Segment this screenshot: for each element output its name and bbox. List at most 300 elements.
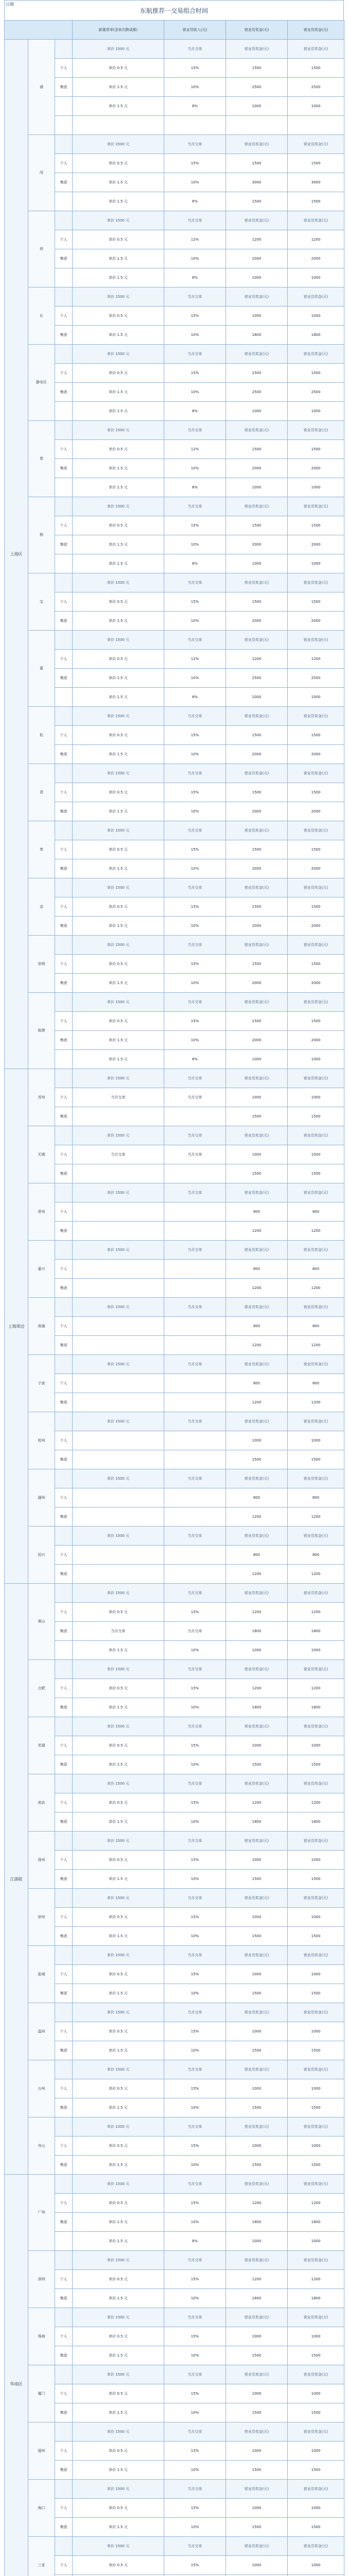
cell-type xyxy=(55,2232,73,2251)
col-label-c1: 当月交单 xyxy=(164,287,226,307)
table-row xyxy=(5,326,344,345)
cell-c2: 1000 xyxy=(226,2499,288,2518)
cell-c1 xyxy=(164,1488,226,1507)
col-label-c2: 营业员奖金(元) xyxy=(226,2422,288,2442)
region-name: 江浙皖 xyxy=(5,1584,28,2175)
cell-c2: 1500 xyxy=(226,2518,288,2537)
cell-c1: 15% xyxy=(164,2327,226,2346)
cell-c2: 1000 xyxy=(226,1641,288,1660)
cell-tier: 单价 1.5 元 xyxy=(73,554,164,573)
cell-type: 个人 xyxy=(55,2499,73,2518)
table-row xyxy=(5,154,344,173)
cell-c1: 10% xyxy=(164,612,226,631)
city-name: 杭州 xyxy=(28,1412,55,1469)
city-name: 宝 xyxy=(28,573,55,631)
col-label-c3: 营业员奖金(元) xyxy=(288,287,344,307)
city-header-blank xyxy=(55,211,73,230)
cell-c2: 1200 xyxy=(226,230,288,249)
col-label-c2: 营业员奖金(元) xyxy=(226,2060,288,2079)
cell-tier: 单价 0.5 元 xyxy=(73,897,164,917)
cell-type: 集团 xyxy=(55,1984,73,2003)
city-header-blank xyxy=(55,1774,73,1793)
cell-c2: 1500 xyxy=(226,1984,288,2003)
cell-c1: 10% xyxy=(164,1641,226,1660)
cell-c2: 1200 xyxy=(226,2194,288,2213)
city-header-row xyxy=(5,1241,344,1260)
cell-tier: 单价 1.5 元 xyxy=(73,669,164,688)
cell-tier: 单价 1.5 元 xyxy=(73,745,164,764)
cell-type xyxy=(55,1641,73,1660)
table-row xyxy=(5,402,344,421)
col-label-c2: 营业员奖金(元) xyxy=(226,936,288,955)
cell-c2: 2500 xyxy=(226,669,288,688)
city-header-row xyxy=(5,2060,344,2079)
cell-c1 xyxy=(164,1260,226,1279)
city-header-row xyxy=(5,1889,344,1908)
cell-c2: 1000 xyxy=(226,2232,288,2251)
header-c3: 营业员奖金(元) xyxy=(288,21,344,40)
cell-type: 集团 xyxy=(55,326,73,345)
col-label-c2: 营业员奖金(元) xyxy=(226,1889,288,1908)
col-label-c3: 营业员奖金(元) xyxy=(288,2422,344,2442)
cell-tier: 单价 1.5 元 xyxy=(73,459,164,478)
col-label-tier: 单价 1500 元 xyxy=(73,993,164,1012)
cell-type: 个人 xyxy=(55,897,73,917)
col-label-c1: 当月交单 xyxy=(164,1469,226,1488)
city-name: 常州 xyxy=(28,1183,55,1241)
table-row xyxy=(5,2213,344,2232)
city-header-blank xyxy=(55,2308,73,2327)
cell-c2: 2000 xyxy=(226,249,288,268)
cell-c2: 1000 xyxy=(226,402,288,421)
cell-c2: 1500 xyxy=(226,1870,288,1889)
col-label-c1: 当月交单 xyxy=(164,497,226,516)
cell-c1: 10% xyxy=(164,2098,226,2117)
table-row xyxy=(5,1736,344,1755)
cell-tier: 单价 1.5 元 xyxy=(73,2041,164,2060)
cell-c1: 10% xyxy=(164,249,226,268)
col-label-tier: 单价 1500 元 xyxy=(73,1946,164,1965)
col-label-c2: 营业员奖金(元) xyxy=(226,2365,288,2384)
cell-c3: 800 xyxy=(288,1202,344,1222)
cell-c1: 10% xyxy=(164,2289,226,2308)
city-name: 福州 xyxy=(28,2422,55,2480)
region-name: 上海区 xyxy=(5,40,28,1069)
col-label-tier: 单价 1500 元 xyxy=(73,2251,164,2270)
cell-c1: 15% xyxy=(164,955,226,974)
col-label-c2: 营业员奖金(元) xyxy=(226,497,288,516)
cell-tier: 单价 0.5 元 xyxy=(73,230,164,249)
cell-tier: 单价 0.5 元 xyxy=(73,2194,164,2213)
cell-type: 集团 xyxy=(55,1393,73,1412)
cell-tier: 单价 0.5 元 xyxy=(73,2022,164,2041)
col-label-tier: 单价 1500 元 xyxy=(73,878,164,897)
cell-c3: 800 xyxy=(288,1546,344,1565)
col-label-tier: 单价 1500 元 xyxy=(73,1469,164,1488)
cell-c1: 15% xyxy=(164,2022,226,2041)
cell-c2: 1800 xyxy=(226,1622,288,1641)
col-label-c3: 营业员奖金(元) xyxy=(288,1946,344,1965)
cell-c2: 3000 xyxy=(226,173,288,192)
col-label-c2: 营业员奖金(元) xyxy=(226,1527,288,1546)
col-label-c3: 营业员奖金(元) xyxy=(288,2003,344,2022)
table-row xyxy=(5,478,344,497)
cell-tier: 单价 0.5 元 xyxy=(73,650,164,669)
cell-c2: 1200 xyxy=(226,1793,288,1812)
cell-c2 xyxy=(226,116,288,135)
col-label-c2: 营业员奖金(元) xyxy=(226,764,288,783)
city-name: 松 xyxy=(28,707,55,764)
city-name: 临港 xyxy=(28,993,55,1069)
cell-c3: 3000 xyxy=(288,173,344,192)
cell-c1: 15% xyxy=(164,59,226,78)
cell-tier: 单价 1.5 元 xyxy=(73,2461,164,2480)
cell-tier xyxy=(73,1431,164,1450)
cell-c3: 1200 xyxy=(288,2270,344,2289)
col-label-c1: 当月交单 xyxy=(164,878,226,897)
col-label-c3: 营业员奖金(元) xyxy=(288,1126,344,1145)
table-row xyxy=(5,230,344,249)
cell-c1 xyxy=(164,1374,226,1393)
page-title: 东航推荐一交易组合时间 xyxy=(140,7,208,14)
table-row xyxy=(5,802,344,821)
cell-c1 xyxy=(164,1202,226,1222)
cell-c2: 1000 xyxy=(226,1431,288,1450)
cell-tier xyxy=(73,1107,164,1126)
cell-c1: 10% xyxy=(164,2461,226,2480)
table-row xyxy=(5,1641,344,1660)
col-label-c3: 营业员奖金(元) xyxy=(288,1584,344,1603)
col-label-c1: 当月交单 xyxy=(164,2308,226,2327)
cell-type: 集团 xyxy=(55,2289,73,2308)
col-label-tier: 单价 1500 元 xyxy=(73,2003,164,2022)
cell-tier: 单价 1.5 元 xyxy=(73,2098,164,2117)
table-row xyxy=(5,1488,344,1507)
table-row xyxy=(5,917,344,936)
cell-c2: 1000 xyxy=(226,97,288,116)
cell-c3: 1000 xyxy=(288,1050,344,1069)
cell-c3: 1000 xyxy=(288,2022,344,2041)
table-row xyxy=(5,1031,344,1050)
table-row xyxy=(5,1164,344,1183)
city-header-blank xyxy=(55,821,73,840)
cell-c1: 当月交单 xyxy=(164,1145,226,1164)
cell-type: 个人 xyxy=(55,955,73,974)
col-label-c2: 营业员奖金(元) xyxy=(226,2117,288,2137)
city-header-blank xyxy=(55,764,73,783)
cell-type: 个人 xyxy=(55,1546,73,1565)
cell-type: 个人 xyxy=(55,154,73,173)
cell-c2: 1000 xyxy=(226,2137,288,2156)
cell-c3: 1500 xyxy=(288,516,344,535)
city-header-blank xyxy=(55,1298,73,1317)
city-header-blank xyxy=(55,2117,73,2137)
cell-c3: 1200 xyxy=(288,1336,344,1355)
table-row xyxy=(5,955,344,974)
city-name: 奉 xyxy=(28,821,55,878)
cell-c1: 15% xyxy=(164,726,226,745)
cell-type: 集团 xyxy=(55,1870,73,1889)
cell-tier xyxy=(73,1202,164,1222)
cell-type: 集团 xyxy=(55,802,73,821)
cell-type: 集团 xyxy=(55,1698,73,1717)
cell-c2: 1500 xyxy=(226,59,288,78)
col-label-c2: 营业员奖金(元) xyxy=(226,1241,288,1260)
cell-c2: 2000 xyxy=(226,745,288,764)
cell-type: 集团 xyxy=(55,383,73,402)
cell-type: 集团 xyxy=(55,2041,73,2060)
header-tier: 新推荐单(含单次跨成都) xyxy=(73,21,164,40)
city-name: 嘉兴 xyxy=(28,1241,55,1298)
cell-c2: 1200 xyxy=(226,1603,288,1622)
cell-c3: 1800 xyxy=(288,1698,344,1717)
cell-c3: 800 xyxy=(288,1317,344,1336)
cell-tier: 单价 0.5 元 xyxy=(73,1736,164,1755)
cell-c3: 1200 xyxy=(288,1793,344,1812)
table-row xyxy=(5,1202,344,1222)
col-label-c2: 营业员奖金(元) xyxy=(226,211,288,230)
cell-c3: 1500 xyxy=(288,726,344,745)
cell-tier: 单价 0.5 元 xyxy=(73,2442,164,2461)
cell-c2: 2000 xyxy=(226,917,288,936)
commission-table xyxy=(4,20,344,2576)
city-header-row xyxy=(5,2537,344,2556)
table-row xyxy=(5,307,344,326)
table-row xyxy=(5,1088,344,1107)
cell-c3: 1000 xyxy=(288,478,344,497)
cell-c2: 2000 xyxy=(226,802,288,821)
col-label-c1: 当月交单 xyxy=(164,1717,226,1736)
cell-c1 xyxy=(164,1107,226,1126)
cell-tier: 单价 0.5 元 xyxy=(73,783,164,802)
cell-c1: 15% xyxy=(164,2442,226,2461)
cell-c3: 800 xyxy=(288,1488,344,1507)
cell-c1 xyxy=(164,1431,226,1450)
cell-c2: 1000 xyxy=(226,1908,288,1927)
cell-c2: 1500 xyxy=(226,2041,288,2060)
cell-type: 个人 xyxy=(55,2270,73,2289)
cell-c1: 15% xyxy=(164,1603,226,1622)
cell-type: 个人 xyxy=(55,2194,73,2213)
cell-c3: 1500 xyxy=(288,1755,344,1774)
col-label-tier: 单价 1500 元 xyxy=(73,1774,164,1793)
cell-type: 个人 xyxy=(55,2079,73,2098)
cell-c1: 15% xyxy=(164,840,226,859)
table-row xyxy=(5,2289,344,2308)
table-row xyxy=(5,364,344,383)
cell-tier: 单价 0.5 元 xyxy=(73,154,164,173)
cell-c3: 1000 xyxy=(288,268,344,287)
cell-c3: 1500 xyxy=(288,1107,344,1126)
cell-c2: 1000 xyxy=(226,1851,288,1870)
city-name: 青 xyxy=(28,764,55,821)
cell-c3: 1500 xyxy=(288,592,344,612)
city-header-row xyxy=(5,2480,344,2499)
cell-c3: 1500 xyxy=(288,2518,344,2537)
cell-c3: 1800 xyxy=(288,326,344,345)
cell-type: 集团 xyxy=(55,612,73,631)
col-label-tier: 单价 1500 元 xyxy=(73,707,164,726)
cell-c2: 2000 xyxy=(226,612,288,631)
cell-c2: 1500 xyxy=(226,1755,288,1774)
cell-tier: 单价 0.5 元 xyxy=(73,1793,164,1812)
cell-c2: 800 xyxy=(226,1488,288,1507)
table-row xyxy=(5,1279,344,1298)
city-header-blank xyxy=(55,2251,73,2270)
cell-tier: 单价 1.5 元 xyxy=(73,173,164,192)
cell-type: 集团 xyxy=(55,1507,73,1527)
col-label-tier: 单价 1500 元 xyxy=(73,2422,164,2442)
cell-c3 xyxy=(288,116,344,135)
cell-c1: 10% xyxy=(164,1031,226,1050)
cell-c2: 1000 xyxy=(226,2556,288,2575)
cell-type: 个人 xyxy=(55,1603,73,1622)
table-row xyxy=(5,592,344,612)
table-row xyxy=(5,2022,344,2041)
cell-tier: 单价 0.5 元 xyxy=(73,440,164,459)
table-row xyxy=(5,1012,344,1031)
cell-tier xyxy=(73,1317,164,1336)
city-header-row xyxy=(5,1660,344,1679)
cell-c1: 10% xyxy=(164,459,226,478)
col-label-c3: 营业员奖金(元) xyxy=(288,211,344,230)
table-row xyxy=(5,1050,344,1069)
cell-tier: 单价 0.5 元 xyxy=(73,1012,164,1031)
city-header-blank xyxy=(55,1469,73,1488)
cell-c3: 1800 xyxy=(288,2289,344,2308)
cell-c2: 2000 xyxy=(226,459,288,478)
table-row xyxy=(5,1317,344,1336)
city-header-blank xyxy=(55,2175,73,2194)
col-label-c2: 营业员奖金(元) xyxy=(226,135,288,154)
cell-type: 个人 xyxy=(55,1679,73,1698)
cell-c3: 2000 xyxy=(288,612,344,631)
cell-type: 集团 xyxy=(55,1164,73,1183)
table-row xyxy=(5,745,344,764)
table-row xyxy=(5,897,344,917)
col-label-tier: 单价 1500 元 xyxy=(73,1660,164,1679)
cell-c1: 10% xyxy=(164,78,226,97)
table-row xyxy=(5,2442,344,2461)
col-label-c1: 当月交单 xyxy=(164,631,226,650)
col-label-c3: 营业员奖金(元) xyxy=(288,2308,344,2327)
col-label-c2: 营业员奖金(元) xyxy=(226,1126,288,1145)
cell-tier: 单价 1.5 元 xyxy=(73,612,164,631)
cell-c3: 2000 xyxy=(288,535,344,554)
cell-c1 xyxy=(164,116,226,135)
cell-c1: 15% xyxy=(164,307,226,326)
cell-c2: 1800 xyxy=(226,2213,288,2232)
cell-tier: 单价 1.5 元 xyxy=(73,974,164,993)
col-label-c2: 营业员奖金(元) xyxy=(226,1412,288,1431)
col-label-tier: 单价 1500 元 xyxy=(73,497,164,516)
cell-c2: 1500 xyxy=(226,364,288,383)
city-name: 湖州 xyxy=(28,1469,55,1527)
cell-type: 个人 xyxy=(55,1736,73,1755)
cell-c1: 10% xyxy=(164,2403,226,2422)
cell-c2: 1000 xyxy=(226,688,288,707)
cell-type: 个人 xyxy=(55,2442,73,2461)
cell-type: 个人 xyxy=(55,1908,73,1927)
cell-c1: 8% xyxy=(164,554,226,573)
cell-c1: 10% xyxy=(164,669,226,688)
cell-tier xyxy=(73,1507,164,1527)
cell-c1: 当月交单 xyxy=(164,1622,226,1641)
cell-c1: 8% xyxy=(164,192,226,211)
cell-type xyxy=(55,688,73,707)
cell-c3: 1000 xyxy=(288,688,344,707)
cell-type: 集团 xyxy=(55,1927,73,1946)
cell-c3: 2000 xyxy=(288,249,344,268)
city-name: 杨 xyxy=(28,497,55,573)
cell-c3: 1500 xyxy=(288,364,344,383)
cell-c1: 12% xyxy=(164,650,226,669)
col-label-c2: 营业员奖金(元) xyxy=(226,821,288,840)
col-label-c2: 营业员奖金(元) xyxy=(226,2537,288,2556)
col-label-tier: 单价 1500 元 xyxy=(73,1355,164,1374)
cell-tier: 单价 1.5 元 xyxy=(73,802,164,821)
header-c2: 营业员奖金(元) xyxy=(226,21,288,40)
cell-c2: 1000 xyxy=(226,554,288,573)
cell-type xyxy=(55,192,73,211)
col-label-c2: 营业员奖金(元) xyxy=(226,287,288,307)
city-header-row xyxy=(5,878,344,897)
cell-type xyxy=(55,402,73,421)
cell-c1: 15% xyxy=(164,516,226,535)
cell-c3: 2000 xyxy=(288,859,344,878)
cell-tier xyxy=(73,1374,164,1393)
city-header-row xyxy=(5,1527,344,1546)
cell-tier: 单价 1.5 元 xyxy=(73,383,164,402)
city-header-row xyxy=(5,1126,344,1145)
col-label-c2: 营业员奖金(元) xyxy=(226,1946,288,1965)
cell-c1: 15% xyxy=(164,1012,226,1031)
cell-c2: 1500 xyxy=(226,1012,288,1031)
city-header-blank xyxy=(55,421,73,440)
cell-c2: 1200 xyxy=(226,1393,288,1412)
cell-tier xyxy=(73,1222,164,1241)
cell-tier: 单价 0.5 元 xyxy=(73,2384,164,2403)
cell-c3: 2000 xyxy=(288,1031,344,1050)
cell-tier: 单价 1.5 元 xyxy=(73,402,164,421)
col-label-c2: 营业员奖金(元) xyxy=(226,878,288,897)
cell-type: 个人 xyxy=(55,726,73,745)
col-label-tier: 单价 1500 元 xyxy=(73,421,164,440)
cell-type: 集团 xyxy=(55,1755,73,1774)
cell-c3: 1500 xyxy=(288,1927,344,1946)
city-name: 南通 xyxy=(28,1298,55,1355)
cell-c1 xyxy=(164,1164,226,1183)
cell-type: 集团 xyxy=(55,459,73,478)
col-label-c1: 当月交单 xyxy=(164,707,226,726)
cell-c3: 1000 xyxy=(288,1641,344,1660)
col-label-c1: 当月交单 xyxy=(164,2537,226,2556)
col-label-tier: 单价 1500 元 xyxy=(73,2365,164,2384)
cell-c3: 1200 xyxy=(288,230,344,249)
city-header-row xyxy=(5,1183,344,1202)
cell-type xyxy=(55,268,73,287)
city-header-row xyxy=(5,1584,344,1603)
city-header-blank xyxy=(55,1069,73,1088)
cell-tier: 单价 0.5 元 xyxy=(73,1603,164,1622)
table-row xyxy=(5,974,344,993)
cell-type: 集团 xyxy=(55,1622,73,1641)
cell-type: 集团 xyxy=(55,1031,73,1050)
col-label-tier: 单价 1500 元 xyxy=(73,2537,164,2556)
col-label-c1: 当月交单 xyxy=(164,1412,226,1431)
cell-tier: 单价 1.5 元 xyxy=(73,2289,164,2308)
cell-c3: 1000 xyxy=(288,2137,344,2156)
